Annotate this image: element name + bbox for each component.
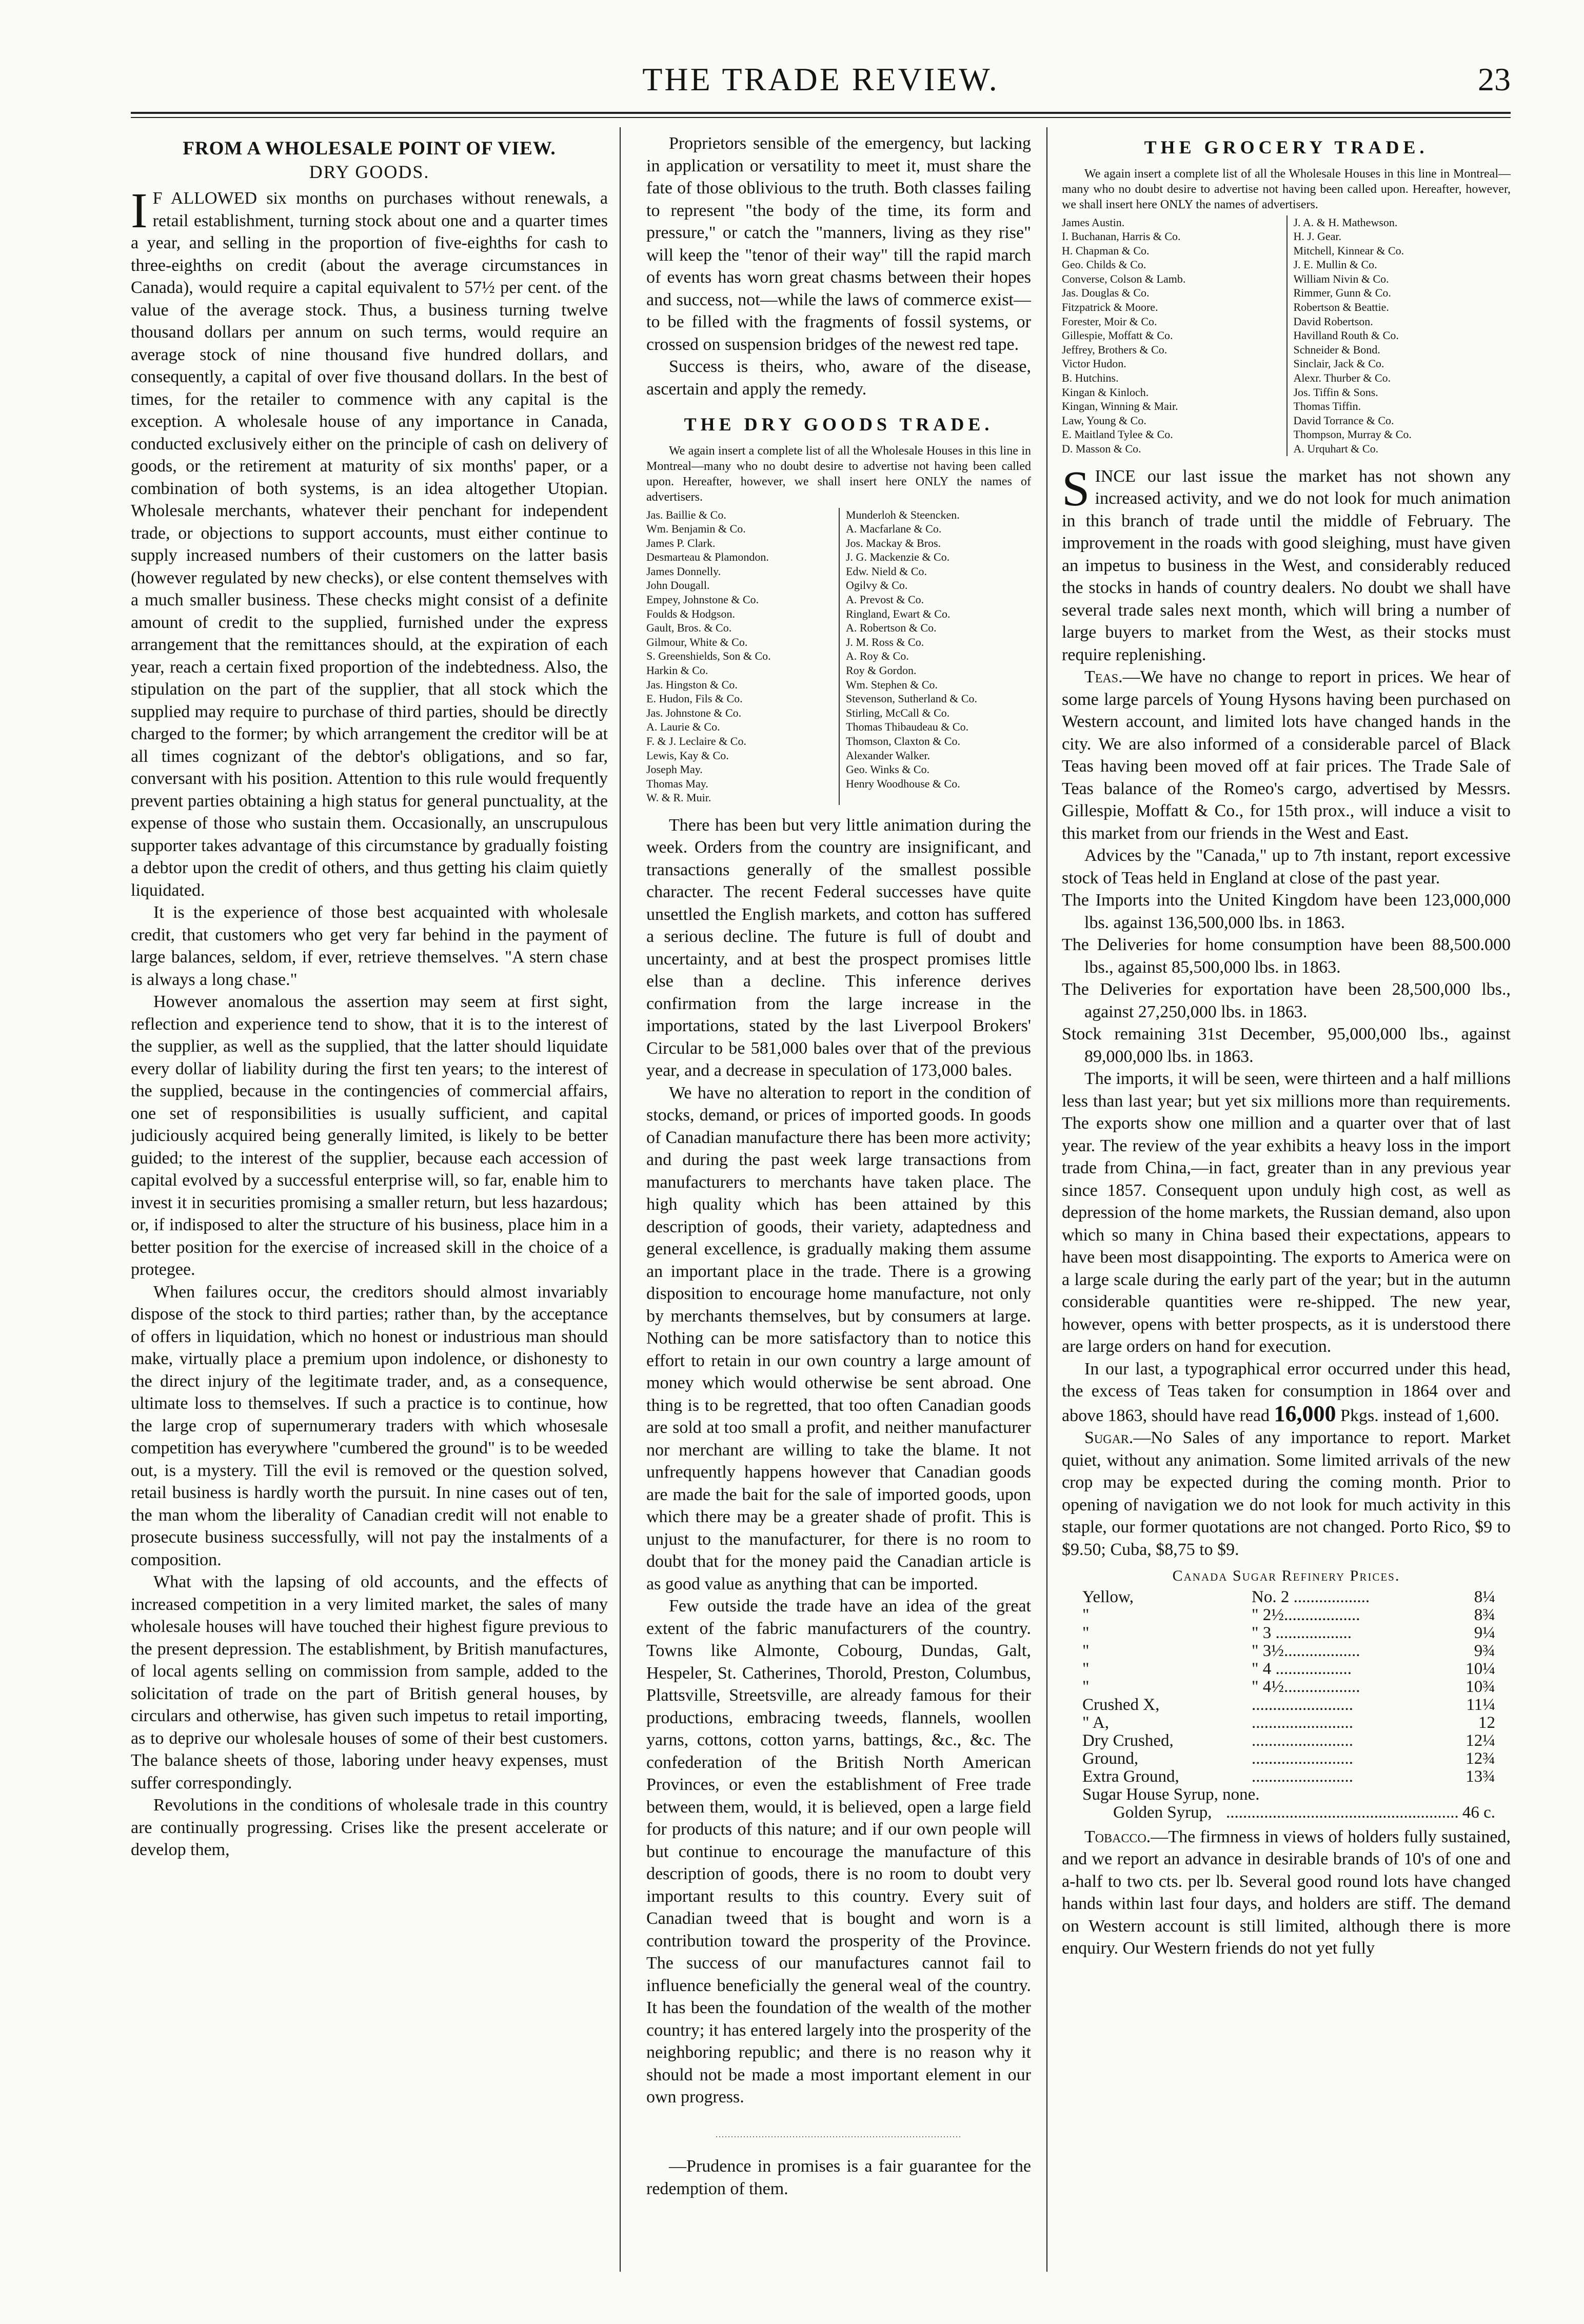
price-label: Extra Ground, xyxy=(1082,1767,1179,1786)
house-name: I. Buchanan, Harris & Co. xyxy=(1062,230,1181,243)
price-grade: ........................ xyxy=(1252,1731,1353,1750)
paragraph: We have no alteration to report in the condition of stocks, demand, or prices of imported goods. In goods of Canadian manufacture there has been more activity; and during the past week large transactions from manufacturers to merchants have taken place. The high quality which has been attained by this description of goods, their variety, adaptedness and general excellence, is gradually making them assume an important place in the trade. There is a growing disposition to encourage home manufacture, not only by merchants themselves, but by consumers at large. Nothing can be more satisfactory than to notice this effort to retain in our own country a large amount of money which would otherwise be sent abroad. One thing is to be regretted, that too often Canadian goods are sold at too small a profit, and neither manufacturer nor merchant are willing to take the blame. It not unfrequently happens however that Canadian goods are made the bait for the sale of imported goods, upon which there may be a greater shade of profit. This is unjust to the manufacturer, for there is no room to doubt that for the money paid the Canadian article is as good value as anything that can be imported. xyxy=(646,1083,1031,1593)
paragraph: —Prudence in promises is a fair guarantee for the redemption of them. xyxy=(646,2157,1031,2198)
house-name: Alexander Walker. xyxy=(846,749,930,762)
house-name: Thompson, Murray & Co. xyxy=(1293,428,1412,441)
price-row xyxy=(1062,1660,1511,1678)
section-heading-grocery: THE GROCERY TRADE. xyxy=(1144,137,1429,157)
house-name: A. Urquhart & Co. xyxy=(1293,442,1379,455)
price-value: 12 xyxy=(1478,1713,1495,1732)
masthead-rule-top xyxy=(131,112,1511,114)
column-wholesale-view xyxy=(131,132,608,2277)
house-name: James P. Clark. xyxy=(646,536,716,549)
paragraph: Success is theirs, who, aware of the disease, ascertain and apply the remedy. xyxy=(646,357,1031,399)
house-name: J. E. Mullin & Co. xyxy=(1293,258,1377,271)
tobacco-label: Tobacco. xyxy=(1084,1827,1151,1846)
houses-list-left xyxy=(1062,215,1286,456)
house-name: Rimmer, Gunn & Co. xyxy=(1293,286,1391,300)
column-divider-2 xyxy=(1046,127,1047,2272)
price-value: 12¾ xyxy=(1466,1749,1495,1768)
price-value: 11¼ xyxy=(1466,1695,1495,1714)
house-name: S. Greenshields, Son & Co. xyxy=(646,649,771,663)
tea-statistic: Stock remaining 31st December, 95,000,000 lbs., against 89,000,000 lbs. in 1863. xyxy=(1062,1025,1511,1066)
column-divider-1 xyxy=(620,127,621,2272)
price-label: Golden Syrup, xyxy=(1113,1803,1212,1822)
paragraph: Revolutions in the conditions of wholesale trade in this country are continually progressing. Crises like the present accelerate or develop them, xyxy=(131,1796,608,1859)
house-name: Munderloh & Steencken. xyxy=(846,508,960,521)
house-name: Stevenson, Sutherland & Co. xyxy=(846,692,978,705)
price-grade: " 4½.................. xyxy=(1252,1678,1360,1696)
house-name: Jeffrey, Brothers & Co. xyxy=(1062,343,1167,356)
price-value: 10¾ xyxy=(1466,1677,1495,1696)
house-name: Law, Young & Co. xyxy=(1062,413,1146,427)
price-row xyxy=(1062,1624,1511,1642)
advertising-notice: We again insert a complete list of all the Wholesale Houses in this line in Montreal—many who no doubt desire to advertise not having been called upon. Hereafter, however, we shall insert here ONLY the names of advertisers. xyxy=(1062,167,1511,211)
price-value: 46 c. xyxy=(1462,1803,1495,1822)
house-name: H. Chapman & Co. xyxy=(1062,244,1150,257)
house-name: Alexr. Thurber & Co. xyxy=(1293,371,1391,385)
price-row xyxy=(1062,1768,1511,1786)
house-name: John Dougall. xyxy=(646,579,710,592)
house-name: Geo. Childs & Co. xyxy=(1062,258,1146,271)
house-name: Jos. Tiffin & Sons. xyxy=(1293,385,1378,399)
paragraph: It is the experience of those best acquainted with wholesale credit, that customers who get very far behind in the payment of large balances, seldom, if ever, retrieve themselves. "A stern chase is always a long chase." xyxy=(131,903,608,989)
house-name: Gault, Bros. & Co. xyxy=(646,621,732,635)
price-grade: ........................ xyxy=(1252,1767,1353,1786)
article-subheading: DRY GOODS. xyxy=(309,161,430,182)
house-name: David Torrance & Co. xyxy=(1293,413,1394,427)
paragraph: Advices by the "Canada," up to 7th instant, report excessive stock of Teas held in England at close of the past year. xyxy=(1062,846,1511,888)
sugar-price-table xyxy=(1062,1588,1511,1786)
price-label: Crushed X, xyxy=(1082,1695,1160,1714)
tea-statistic: The Imports into the United Kingdom have been 123,000,000 lbs. against 136,500,000 lbs. in 1863. xyxy=(1062,891,1511,932)
price-label: Dry Crushed, xyxy=(1082,1731,1174,1750)
price-row xyxy=(1062,1588,1511,1606)
price-grade: ........................ xyxy=(1252,1714,1353,1732)
house-name: J. M. Ross & Co. xyxy=(846,635,924,648)
house-name: Schneider & Bond. xyxy=(1293,343,1380,356)
advertising-notice: We again insert a complete list of all the Wholesale Houses in this line in Montreal—many who no doubt desire to advertise not having been called upon. Hereafter, however, we shall insert here ONLY the names of advertisers. xyxy=(646,444,1031,504)
paragraph-correction: In our last, a typographical error occurred under this head, the excess of Teas taken for consumption in 1864 over and above 1863, should have read 16,000 Pkgs. instead of 1,600. xyxy=(1062,1359,1511,1426)
house-name: Thomas Thibaudeau & Co. xyxy=(846,720,969,734)
house-name: A. Macfarlane & Co. xyxy=(846,522,942,536)
house-name: Jas. Baillie & Co. xyxy=(646,508,726,521)
page-number: 23 xyxy=(1478,61,1511,97)
house-name: E. Hudon, Fils & Co. xyxy=(646,692,743,705)
price-value: 10¼ xyxy=(1466,1659,1495,1678)
house-name: Geo. Winks & Co. xyxy=(846,763,930,776)
paragraph: Few outside the trade have an idea of the great extent of the fabric manufacturers of the country. Towns like Almonte, Cobourg, Dundas, Galt, Hespeler, St. Catherines, Thorold, Preston, Columbus, Plattsville, Streetsville, are already famous for their productions, embracing tweeds, flannels, woollen yarns, cottons, cotton yarns, battings, &c., &c. The confederation of the British North American Provinces, or even the establishment of Free trade between them, would, it is believed, open a large field for products of this nature; and if our own people will but continue to encourage the manufacture of this description of goods, there is no room to doubt very important results to this country. Every suit of Canadian tweed that is bought and worn is a contribution toward the prosperity of the Province. The success of our manufactures cannot fail to influence beneficially the general weal of the country. It has been the foundation of the wealth of the mother country; it has entered largely into the prosperity of the neighboring republic; and there is no reason why it should not be made a most important element in our own progress. xyxy=(646,1597,1031,2107)
house-name: Harkin & Co. xyxy=(646,664,708,677)
house-name: Jas. Hingston & Co. xyxy=(646,678,738,691)
price-grade: " 3 .................. xyxy=(1252,1624,1352,1642)
price-value: 9¾ xyxy=(1474,1641,1495,1660)
house-name: Thomas May. xyxy=(646,777,708,790)
wholesale-houses-list xyxy=(646,508,1031,805)
house-name: Gilmour, White & Co. xyxy=(646,635,748,648)
article-heading: FROM A WHOLESALE POINT OF VIEW. xyxy=(183,138,556,159)
house-name: David Robertson. xyxy=(1293,314,1373,328)
paragraph: SINCE our last issue the market has not shown any increased activity, and we do not look for much animation in this branch of trade until the middle of February. The improvement in the roads with good sleighing, must have given an impetus to business in the West, and considerably reduced the stocks in hands of country dealers. No doubt we shall have several trade sales next month, which will bring a number of large buyers to market from the West, as their stocks must require replenishing. xyxy=(1062,461,1511,664)
house-name: Edw. Nield & Co. xyxy=(846,564,927,578)
houses-list-left xyxy=(646,508,839,805)
house-name: Stirling, McCall & Co. xyxy=(846,706,950,719)
masthead xyxy=(131,61,1511,107)
teas-label: Teas. xyxy=(1084,667,1123,687)
house-name: Jas. Johnstone & Co. xyxy=(646,706,742,719)
house-name: Ogilvy & Co. xyxy=(846,579,908,592)
syrup-note: Sugar House Syrup, none. xyxy=(1082,1785,1260,1804)
price-grade: " 2½.................. xyxy=(1252,1606,1360,1624)
paragraph: What with the lapsing of old accounts, and the effects of increased competition in a very limited market, the sales of many wholesale houses will have touched their highest figure previous to the present depression. The establishment, by British manufactures, of local agents selling on commission from sample, added to the solicitation of trade on the part of British general houses, by circulars and otherwise, has given such impetus to retail importing, as to deprive our wholesale houses of some of their best customers. The balance sheets of those, laboring under heavy expenses, must suffer correspondingly. xyxy=(131,1572,608,1793)
price-row xyxy=(1062,1714,1511,1732)
paragraph: I F ALLOWED six months on purchases without renewals, a retail establishment, turning stock about one and a quarter times a year, and selling in the proportion of five-eighths for cash to three-eighths on credit (about the average circumstances in Canada), would require a capital equivalent to 57½ per cent. of the value of the average stock. Thus, a business turning twelve thousand dollars per annum on such terms, would require an average stock of nine thousand five hundred dollars, and consequently, a capital of over five thousand dollars. In the best of times, for the retailer to commence with any capital is the exception. A wholesale house of any importance in Canada, conducted exclusively either on the principle of cash on delivery of goods, or the retirement at maturity of six months' paper, or a combination of both systems, is an idea altogether Utopian. Wholesale merchants, whatever their penchant for independent trade, or objections to support accounts, must either continue to supply increased numbers of their customers on the latter basis (however regulated by new checks), or else content themselves with a much smaller business. These checks might consist of a definite amount of credit to the supplied, furnished under the express arrangement that the remittances should, at the expiration of each year, reach a certain fixed proportion of the indebtedness. Also, the stipulation on the part of the supplier, that all stock which the supplied may require to purchase of third parties, should be directly charged to the former; by which arrangement the creditor will be at all times cognizant of the debtor's obligations, and so far, conversant with his position. Attention to this rule would frequently prevent parties obtaining a high status for general punctuality, at the expense of those who sustain them. Occasionally, an unscrupulous supporter takes advantage of this circumstance by gradually foisting a debtor upon the credit of others, and thus getting his claim quietly liquidated. xyxy=(131,183,608,900)
price-label: Yellow, xyxy=(1082,1587,1134,1606)
house-name: Joseph May. xyxy=(646,763,703,776)
price-row xyxy=(1062,1606,1511,1624)
house-name: Fitzpatrick & Moore. xyxy=(1062,301,1158,314)
house-name: Jas. Douglas & Co. xyxy=(1062,286,1150,300)
price-row xyxy=(1062,1732,1511,1750)
price-value: 13¾ xyxy=(1466,1767,1495,1786)
house-name: Sinclair, Jack & Co. xyxy=(1293,357,1384,370)
price-row xyxy=(1062,1750,1511,1768)
price-grade: " 3½.................. xyxy=(1252,1642,1360,1660)
syrup-note-row xyxy=(1062,1786,1511,1804)
column-dry-goods xyxy=(646,132,1031,2277)
house-name: Empey, Johnstone & Co. xyxy=(646,593,759,606)
tea-statistic: The Deliveries for home consumption have been 88,500.000 lbs., against 85,500,000 lbs. in 1863. xyxy=(1062,935,1511,977)
paragraph: However anomalous the assertion may seem at first sight, reflection and experience tend to show, that it is to the interest of the supplier, as well as the supplied, that the latter should liquidate every dollar of liability during the first ten years; to the interest of the supplied, because in the contingencies of commercial affairs, one set of responsibilities is usually sufficient, and capital judiciously acquired being generally limited, is likely to be better guided; to the interest of the supplier, because each accession of capital evolved by a successful enterprise will, so far, enable him to invest it in securities promising a smaller return, but less hazardous; or, if indisposed to alter the structure of his business, place him in a better position for the exercise of increased skill in the choice of a protegee. xyxy=(131,992,608,1279)
price-grade: " 4 .................. xyxy=(1252,1660,1352,1678)
drop-cap: I xyxy=(131,183,148,239)
column-grocery xyxy=(1062,132,1511,2277)
price-row xyxy=(1062,1642,1511,1660)
house-name: Robertson & Beattie. xyxy=(1293,301,1389,314)
house-name: E. Maitland Tylee & Co. xyxy=(1062,428,1173,441)
house-name: A. Roy & Co. xyxy=(846,649,909,663)
house-name: Kingan & Kinloch. xyxy=(1062,385,1149,399)
house-name: D. Masson & Co. xyxy=(1062,442,1141,455)
price-label: " xyxy=(1082,1605,1090,1624)
houses-list-right xyxy=(839,508,1031,805)
sugar-prices-title: Canada Sugar Refinery Prices. xyxy=(1172,1567,1400,1585)
houses-list-right xyxy=(1286,215,1511,456)
price-label: " A, xyxy=(1082,1713,1109,1732)
price-row xyxy=(1062,1696,1511,1714)
publication-title: THE TRADE REVIEW. xyxy=(642,61,999,97)
house-name: Henry Woodhouse & Co. xyxy=(846,777,960,790)
house-name: William Nivin & Co. xyxy=(1293,272,1389,285)
house-name: Foulds & Hodgson. xyxy=(646,607,735,620)
house-name: Wm. Benjamin & Co. xyxy=(646,522,746,536)
price-grade: No. 2 .................. xyxy=(1252,1588,1370,1606)
masthead-rule-bottom xyxy=(131,117,1511,118)
house-name: Havilland Routh & Co. xyxy=(1293,329,1399,342)
price-label: " xyxy=(1082,1623,1090,1642)
house-name: James Austin. xyxy=(1062,215,1125,229)
drop-cap: S xyxy=(1062,461,1090,517)
section-divider-dots: ................................................................................ xyxy=(716,2130,962,2139)
house-name: A. Prevost & Co. xyxy=(846,593,924,606)
house-name: B. Hutchins. xyxy=(1062,371,1119,385)
house-name: Mitchell, Kinnear & Co. xyxy=(1293,244,1404,257)
house-name: J. G. Mackenzie & Co. xyxy=(846,550,950,564)
house-name: Victor Hudon. xyxy=(1062,357,1126,370)
golden-syrup-row: Golden Syrup, ....................................................... 46 c. xyxy=(1062,1804,1511,1822)
house-name: A. Robertson & Co. xyxy=(846,621,937,635)
house-name: Ringland, Ewart & Co. xyxy=(846,607,951,620)
price-row xyxy=(1062,1678,1511,1696)
house-name: J. A. & H. Mathewson. xyxy=(1293,215,1398,229)
paragraph-sugar: Sugar.—No Sales of any importance to report. Market quiet, without any animation. Some limited arrivals of the new crop may be expected during the coming month. Prior to opening of navigation we do not look for much activity in this staple, our former quotations are not changed. Porto Rico, $9 to $9.50; Cuba, $8,75 to $9. xyxy=(1062,1428,1511,1559)
tea-statistic: The Deliveries for exportation have been 28,500,000 lbs., against 27,250,000 lbs. in 1863. xyxy=(1062,980,1511,1021)
house-name: Thomson, Claxton & Co. xyxy=(846,735,961,747)
corrected-figure: 16,000 xyxy=(1274,1401,1336,1426)
price-value: 8¼ xyxy=(1474,1587,1495,1606)
paragraph-teas: Teas.—We have no change to report in prices. We hear of some large parcels of Young Hysons having been purchased on Western account, and limited lots have changed hands in the city. We are also informed of a considerable parcel of Black Teas having been moved off at fair prices. The Trade Sale of Teas balance of the Romeo's cargo, advertised by Messrs. Gillespie, Moffatt & Co., for 15th prox., will induce a visit to this market from our friends in the West and East. xyxy=(1062,667,1511,843)
house-name: Gillespie, Moffatt & Co. xyxy=(1062,329,1173,342)
paragraph: Proprietors sensible of the emergency, but lacking in application or versatility to meet it, must share the fate of those oblivious to the truth. Both classes failing to represent "the body of the time, its form and pressure," or catch the "manners, living as they rise" will keep the "tenor of their way" till the rapid march of events has worn great chasms between their hopes and success, not—while the laws of commerce exist—to be filled with the fragments of fossil systems, or crossed on suspension bridges of the newest red tape. xyxy=(646,134,1031,354)
paragraph: The imports, it will be seen, were thirteen and a half millions less than last year; but yet six millions more than requirements. The exports show one million and a quarter over that of last year. The review of the year exhibits a heavy loss in the import trade from China,—in fact, greater than in any previous year since 1857. Consequent upon unduly high cost, as well as depression of the home markets, the Russian demand, also upon which so many in China based their expectations, appears to have been most disappointing. The exports to America were on a large scale during the early part of the year; but in the autumn considerable quantities were re-shipped. The new year, however, opens with better prospects, as it is understood there are large orders on hand for execution. xyxy=(1062,1069,1511,1356)
house-name: Jos. Mackay & Bros. xyxy=(846,536,941,549)
price-label: Ground, xyxy=(1082,1749,1139,1768)
house-name: Roy & Gordon. xyxy=(846,664,917,677)
house-name: W. & R. Muir. xyxy=(646,791,711,804)
price-value: 9¼ xyxy=(1474,1623,1495,1642)
price-label: " xyxy=(1082,1677,1090,1696)
house-name: Kingan, Winning & Mair. xyxy=(1062,400,1178,413)
price-value: 8¾ xyxy=(1474,1605,1495,1624)
house-name: Forester, Moir & Co. xyxy=(1062,314,1157,328)
price-value: 12¼ xyxy=(1466,1731,1495,1750)
house-name: A. Laurie & Co. xyxy=(646,720,720,734)
price-label: " xyxy=(1082,1659,1090,1678)
house-name: Desmarteau & Plamondon. xyxy=(646,550,769,564)
house-name: H. J. Gear. xyxy=(1293,230,1341,243)
house-name: Thomas Tiffin. xyxy=(1293,400,1361,413)
house-name: Lewis, Kay & Co. xyxy=(646,749,729,762)
paragraph-tobacco: Tobacco.—The firmness in views of holders fully sustained, and we report an advance in desirable brands of 10's of one and a-half to two cts. per lb. Several good round lots have changed hands within last four days, and holders are stiff. The demand on Western account is still limited, although there is more enquiry. Our Western friends do not yet fully xyxy=(1062,1827,1511,1958)
price-label: " xyxy=(1082,1641,1090,1660)
house-name: Converse, Colson & Lamb. xyxy=(1062,272,1186,285)
price-grade: ........................ xyxy=(1252,1749,1353,1768)
sugar-label: Sugar. xyxy=(1084,1428,1134,1448)
house-name: James Donnelly. xyxy=(646,564,721,578)
paragraph: When failures occur, the creditors should almost invariably dispose of the stock to third parties; rather than, by the acceptance of offers in liquidation, which no honest or industrious man should make, virtually place a premium upon indolence, or dishonesty to the direct injury of the legitimate trader, and, as a consequence, ultimate loss to themselves. If such a practice is to continue, how the large crop of supernumerary traders with which whosesale competition has everywhere "cumbered the ground" is to be weeded out, is a mystery. Till the evil is removed or the question solved, retail business is hardly worth the pursuit. In nine cases out of ten, the man whom the liberality of Canadian credit will not enable to prosecute business successfully, will not pay the instalments of a composition. xyxy=(131,1282,608,1569)
house-name: Wm. Stephen & Co. xyxy=(846,678,938,691)
paragraph: There has been but very little animation during the week. Orders from the country are insignificant, and transactions generally of the smallest possible character. The recent Federal successes have quite unsettled the English markets, and cotton has suffered a serious decline. The future is full of doubt and uncertainty, and at best the prospect promises little else than a decline. This inference derives confirmation from the large increase in the importations, stated by the last Liverpool Brokers' Circular to be 581,000 bales over that of the previous year, and a decrease in speculation of 173,000 bales. xyxy=(646,815,1031,1080)
price-grade: ........................ xyxy=(1252,1696,1353,1714)
section-heading-dry-goods: THE DRY GOODS TRADE. xyxy=(684,414,994,435)
grocery-houses-list xyxy=(1062,215,1511,456)
house-name: F. & J. Leclaire & Co. xyxy=(646,735,746,747)
